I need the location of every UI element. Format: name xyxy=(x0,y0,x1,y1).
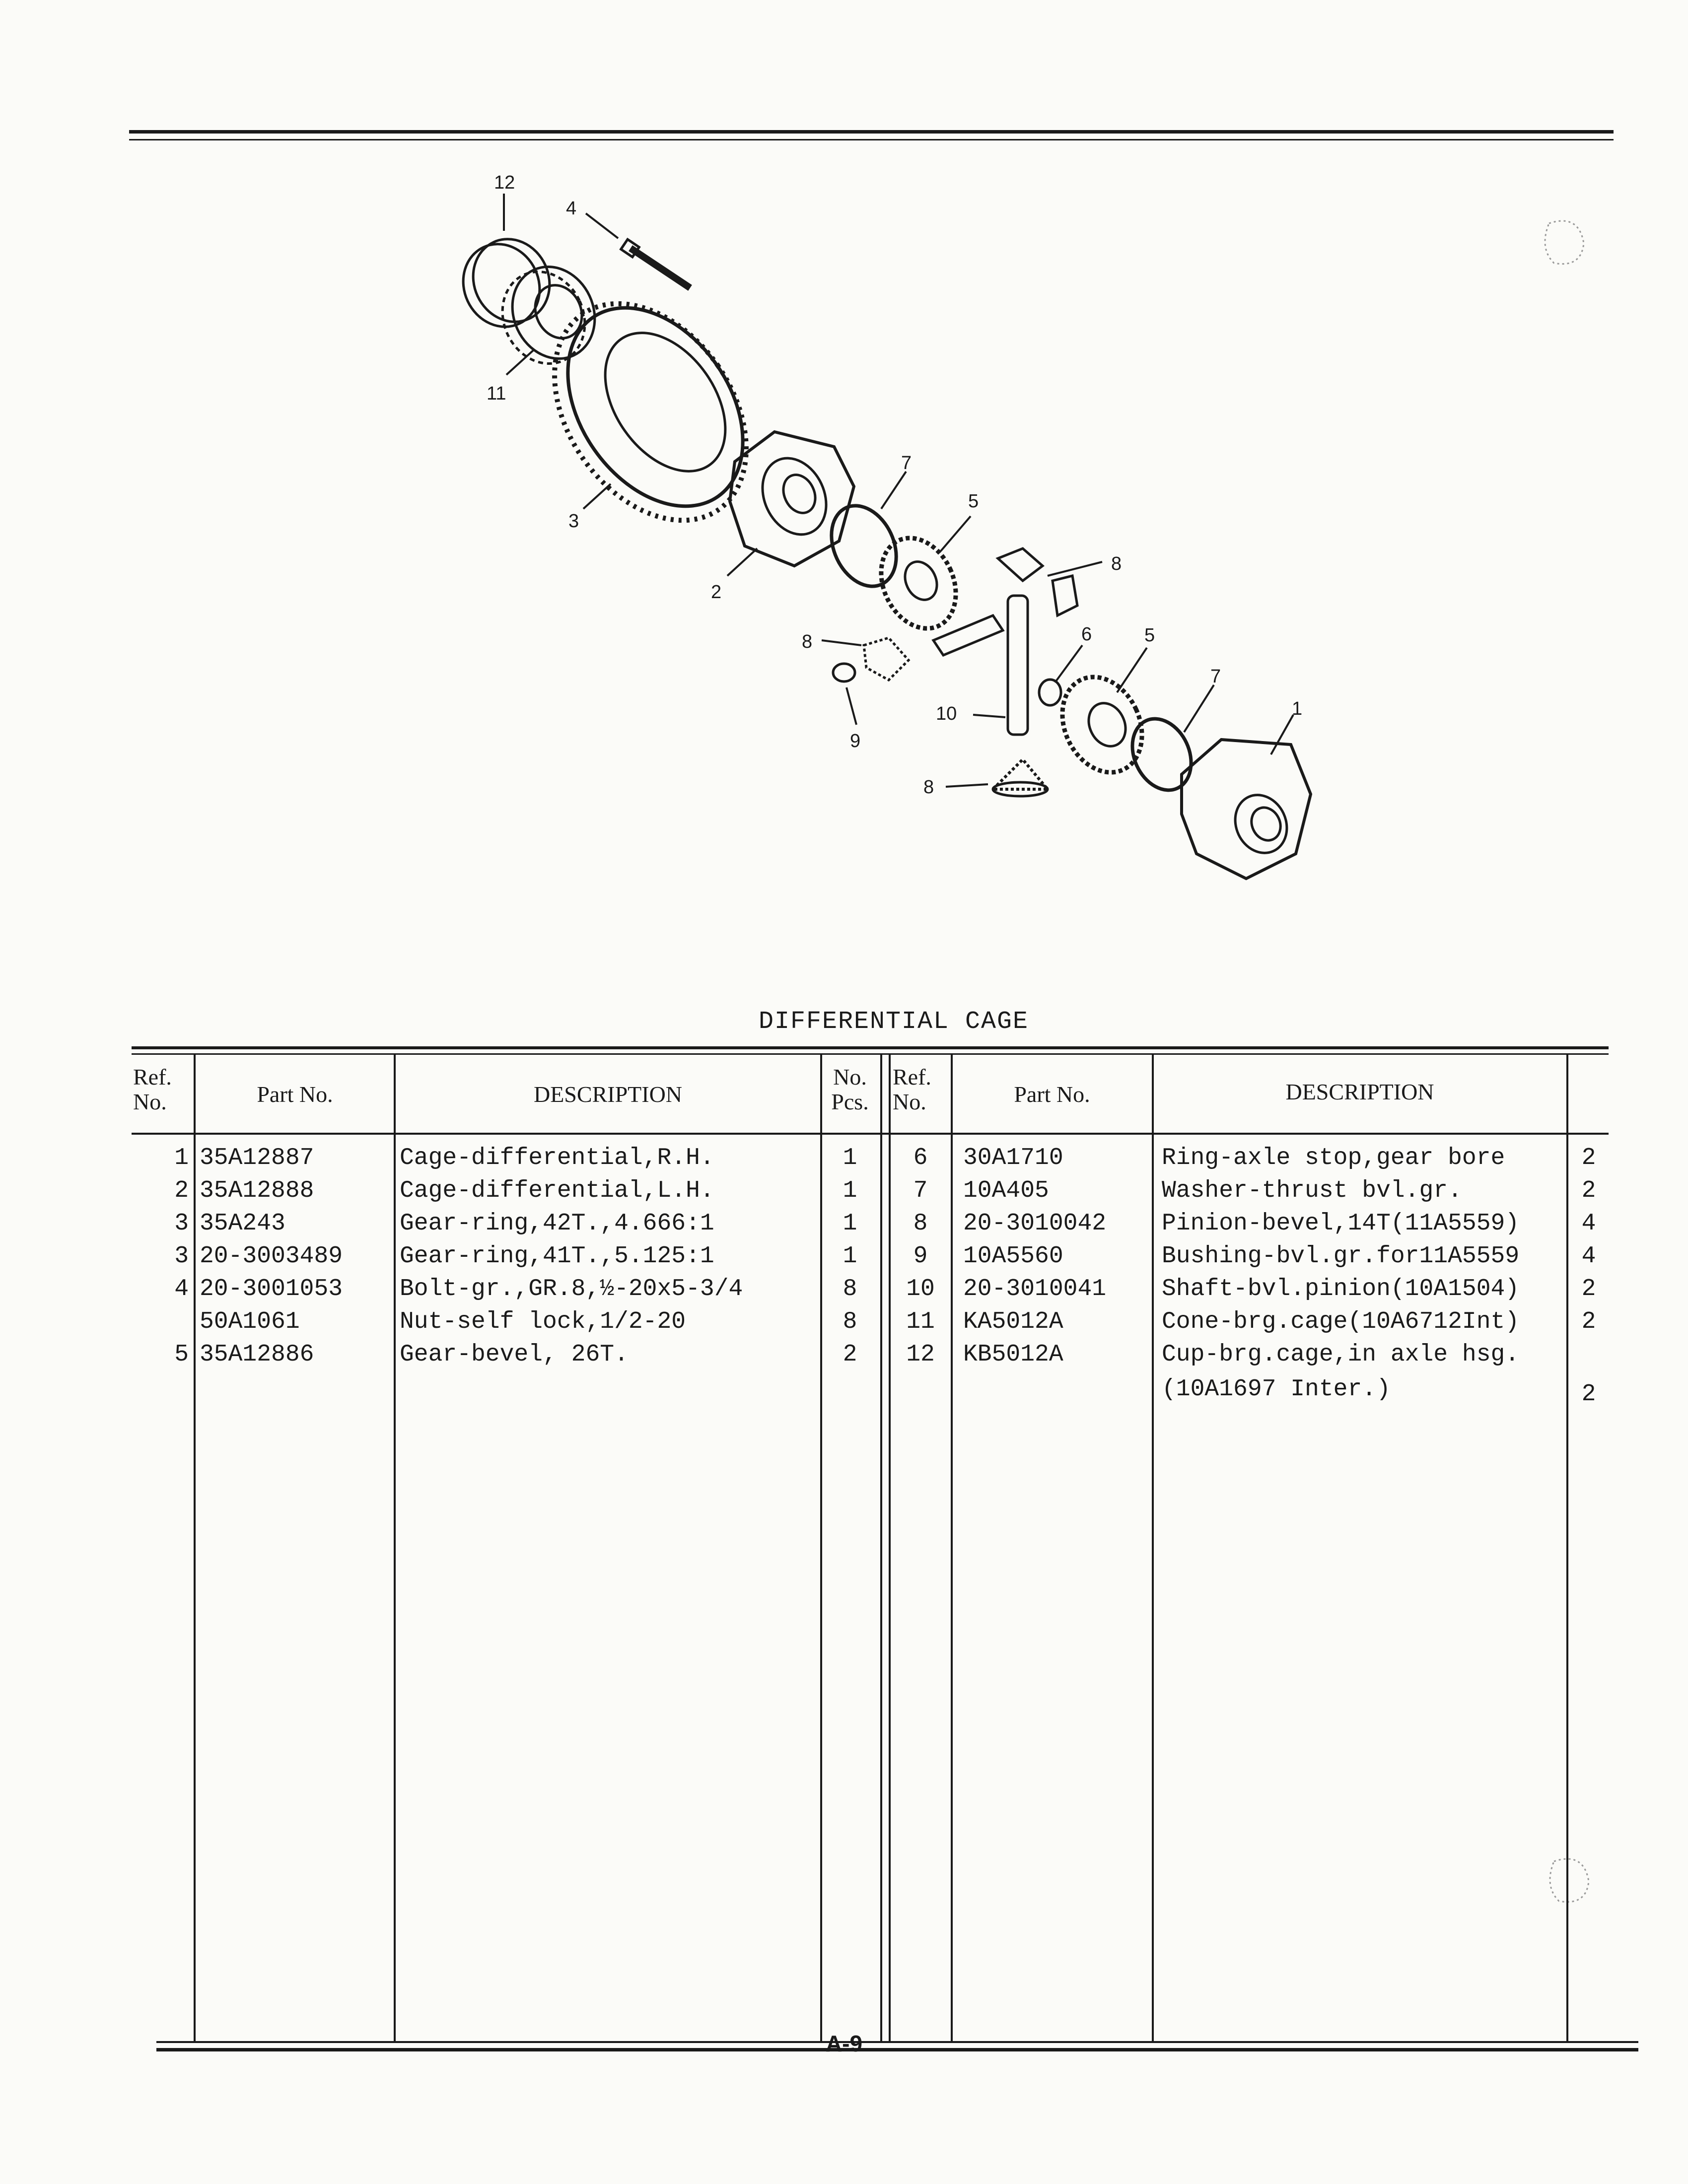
description-cell: Washer-thrust bvl.gr. xyxy=(1162,1177,1462,1204)
pieces-cell: 1 xyxy=(843,1243,857,1270)
header-ref-no: Ref. No. xyxy=(133,1064,172,1114)
description-cell: Gear-ring,42T.,4.666:1 xyxy=(400,1210,714,1237)
pieces-cell: 2 xyxy=(1581,1276,1596,1302)
col-divider-6 xyxy=(1566,1055,1568,2043)
table-top-rule-thin xyxy=(132,1053,1609,1055)
pieces-cell: 2 xyxy=(1581,1145,1596,1171)
pieces-cell: 8 xyxy=(843,1276,857,1302)
description-cell: Cage-differential,R.H. xyxy=(400,1145,714,1171)
header-description-right: DESCRIPTION xyxy=(1285,1079,1434,1104)
part-4-bolt xyxy=(621,239,690,288)
header-part-no: Part No. xyxy=(257,1082,333,1107)
ref-cell: 9 xyxy=(913,1243,928,1270)
ref-cell: 10 xyxy=(906,1276,935,1302)
callout-leaders xyxy=(504,194,1293,787)
part-number-cell: 35A243 xyxy=(200,1210,285,1237)
description-cell: Bolt-gr.,GR.8,½-20x5-3/4 xyxy=(400,1276,743,1302)
part-number-cell: 35A12887 xyxy=(200,1145,314,1171)
table-top-rule xyxy=(132,1046,1609,1049)
description-cell: (10A1697 Inter.) xyxy=(1162,1376,1391,1403)
callout-6: 6 xyxy=(1081,624,1092,645)
header-description: DESCRIPTION xyxy=(533,1082,683,1107)
callout-8: 8 xyxy=(1111,553,1122,574)
description-cell: Gear-ring,41T.,5.125:1 xyxy=(400,1243,714,1270)
part-number-cell: 20-3010041 xyxy=(963,1276,1107,1302)
description-cell: Cage-differential,L.H. xyxy=(400,1177,714,1204)
pieces-cell: 4 xyxy=(1581,1210,1596,1237)
header-no-pcs: No. Pcs. xyxy=(831,1064,869,1114)
section-title: DIFFERENTIAL CAGE xyxy=(758,1008,1029,1036)
part-number-cell: 30A1710 xyxy=(963,1145,1063,1171)
header-ref-no-right: Ref. No. xyxy=(893,1064,931,1114)
col-divider-2 xyxy=(394,1055,396,2043)
part-8-pinion-bottom xyxy=(993,759,1048,796)
pieces-cell: 4 xyxy=(1581,1243,1596,1270)
pieces-cell: 2 xyxy=(843,1341,857,1368)
pieces-cell: 1 xyxy=(843,1177,857,1204)
col-divider-mid-b xyxy=(889,1055,891,2043)
col-divider-1 xyxy=(194,1055,196,2043)
ref-cell: 3 xyxy=(174,1210,189,1237)
ref-cell: 5 xyxy=(174,1341,189,1368)
description-cell: Shaft-bvl.pinion(10A1504) xyxy=(1162,1276,1520,1302)
part-8-pinion-left xyxy=(864,638,909,680)
description-cell: Ring-axle stop,gear bore xyxy=(1162,1145,1505,1171)
bottom-rule xyxy=(156,2041,1638,2043)
col-divider-4 xyxy=(951,1055,953,2043)
description-cell: Nut-self lock,1/2-20 xyxy=(400,1308,686,1335)
smudge-mark-bottom xyxy=(1539,1851,1599,1916)
description-cell: Cup-brg.cage,in axle hsg. xyxy=(1162,1341,1520,1368)
pieces-cell: 1 xyxy=(843,1210,857,1237)
ref-cell: 7 xyxy=(913,1177,928,1204)
callout-5-lower: 5 xyxy=(1144,625,1155,646)
part-6-stop-ring xyxy=(1039,680,1061,705)
part-number-cell: 35A12886 xyxy=(200,1341,314,1368)
callout-1: 1 xyxy=(1292,698,1303,719)
ref-cell: 12 xyxy=(906,1341,935,1368)
pieces-cell: 2 xyxy=(1581,1381,1596,1408)
pieces-cell: 8 xyxy=(843,1308,857,1335)
pieces-cell: 2 xyxy=(1581,1308,1596,1335)
exploded-parts-diagram xyxy=(0,0,1688,943)
description-cell: Gear-bevel, 26T. xyxy=(400,1341,629,1368)
part-3-ring-gear xyxy=(515,268,786,556)
ref-cell: 1 xyxy=(174,1145,189,1171)
header-bottom-rule xyxy=(132,1133,1609,1135)
part-number-cell: KB5012A xyxy=(963,1341,1063,1368)
part-2-differential-cage xyxy=(730,432,854,566)
ref-cell: 3 xyxy=(174,1243,189,1270)
callout-12: 12 xyxy=(494,172,515,193)
callout-7: 7 xyxy=(901,453,912,474)
ref-cell: 2 xyxy=(174,1177,189,1204)
part-number-cell: 35A12888 xyxy=(200,1177,314,1204)
ref-cell: 4 xyxy=(174,1276,189,1302)
callout-11: 11 xyxy=(487,383,506,404)
callout-10: 10 xyxy=(936,703,957,724)
col-divider-5 xyxy=(1152,1055,1154,2043)
part-number-cell: 20-3003489 xyxy=(200,1243,343,1270)
part-number-cell: 20-3001053 xyxy=(200,1276,343,1302)
part-1-differential-cage xyxy=(1182,740,1311,879)
callout-9: 9 xyxy=(850,731,861,751)
ref-cell: 11 xyxy=(906,1308,935,1335)
pieces-cell: 2 xyxy=(1581,1177,1596,1204)
description-cell: Cone-brg.cage(10A6712Int) xyxy=(1162,1308,1520,1335)
part-number-cell: 10A5560 xyxy=(963,1243,1063,1270)
callout-5: 5 xyxy=(968,491,979,512)
bottom-rule-thick xyxy=(156,2048,1638,2051)
description-cell: Bushing-bvl.gr.for11A5559 xyxy=(1162,1243,1520,1270)
ref-cell: 6 xyxy=(913,1145,928,1171)
callout-8-left: 8 xyxy=(802,631,813,652)
smudge-mark-top xyxy=(1534,213,1594,278)
callout-3: 3 xyxy=(568,511,579,532)
part-8-pinion-upper xyxy=(998,548,1077,615)
part-number-cell: KA5012A xyxy=(963,1308,1063,1335)
callout-7-lower: 7 xyxy=(1210,666,1221,687)
part-number-cell: 50A1061 xyxy=(200,1308,300,1335)
part-number-cell: 10A405 xyxy=(963,1177,1049,1204)
part-number-cell: 20-3010042 xyxy=(963,1210,1107,1237)
part-12-bearing-cup xyxy=(450,226,563,339)
callout-2: 2 xyxy=(711,582,722,603)
callout-4: 4 xyxy=(566,198,577,219)
description-cell: Pinion-bevel,14T(11A5559) xyxy=(1162,1210,1520,1237)
pieces-cell: 1 xyxy=(843,1145,857,1171)
part-7-thrust-washer xyxy=(819,495,909,597)
ref-cell: 8 xyxy=(913,1210,928,1237)
header-part-no-right: Part No. xyxy=(1014,1082,1090,1107)
col-divider-mid-a xyxy=(880,1055,882,2043)
part-9-bushing xyxy=(833,664,855,682)
callout-8-bottom: 8 xyxy=(923,777,934,798)
page-number: A-9 xyxy=(825,2031,863,2056)
